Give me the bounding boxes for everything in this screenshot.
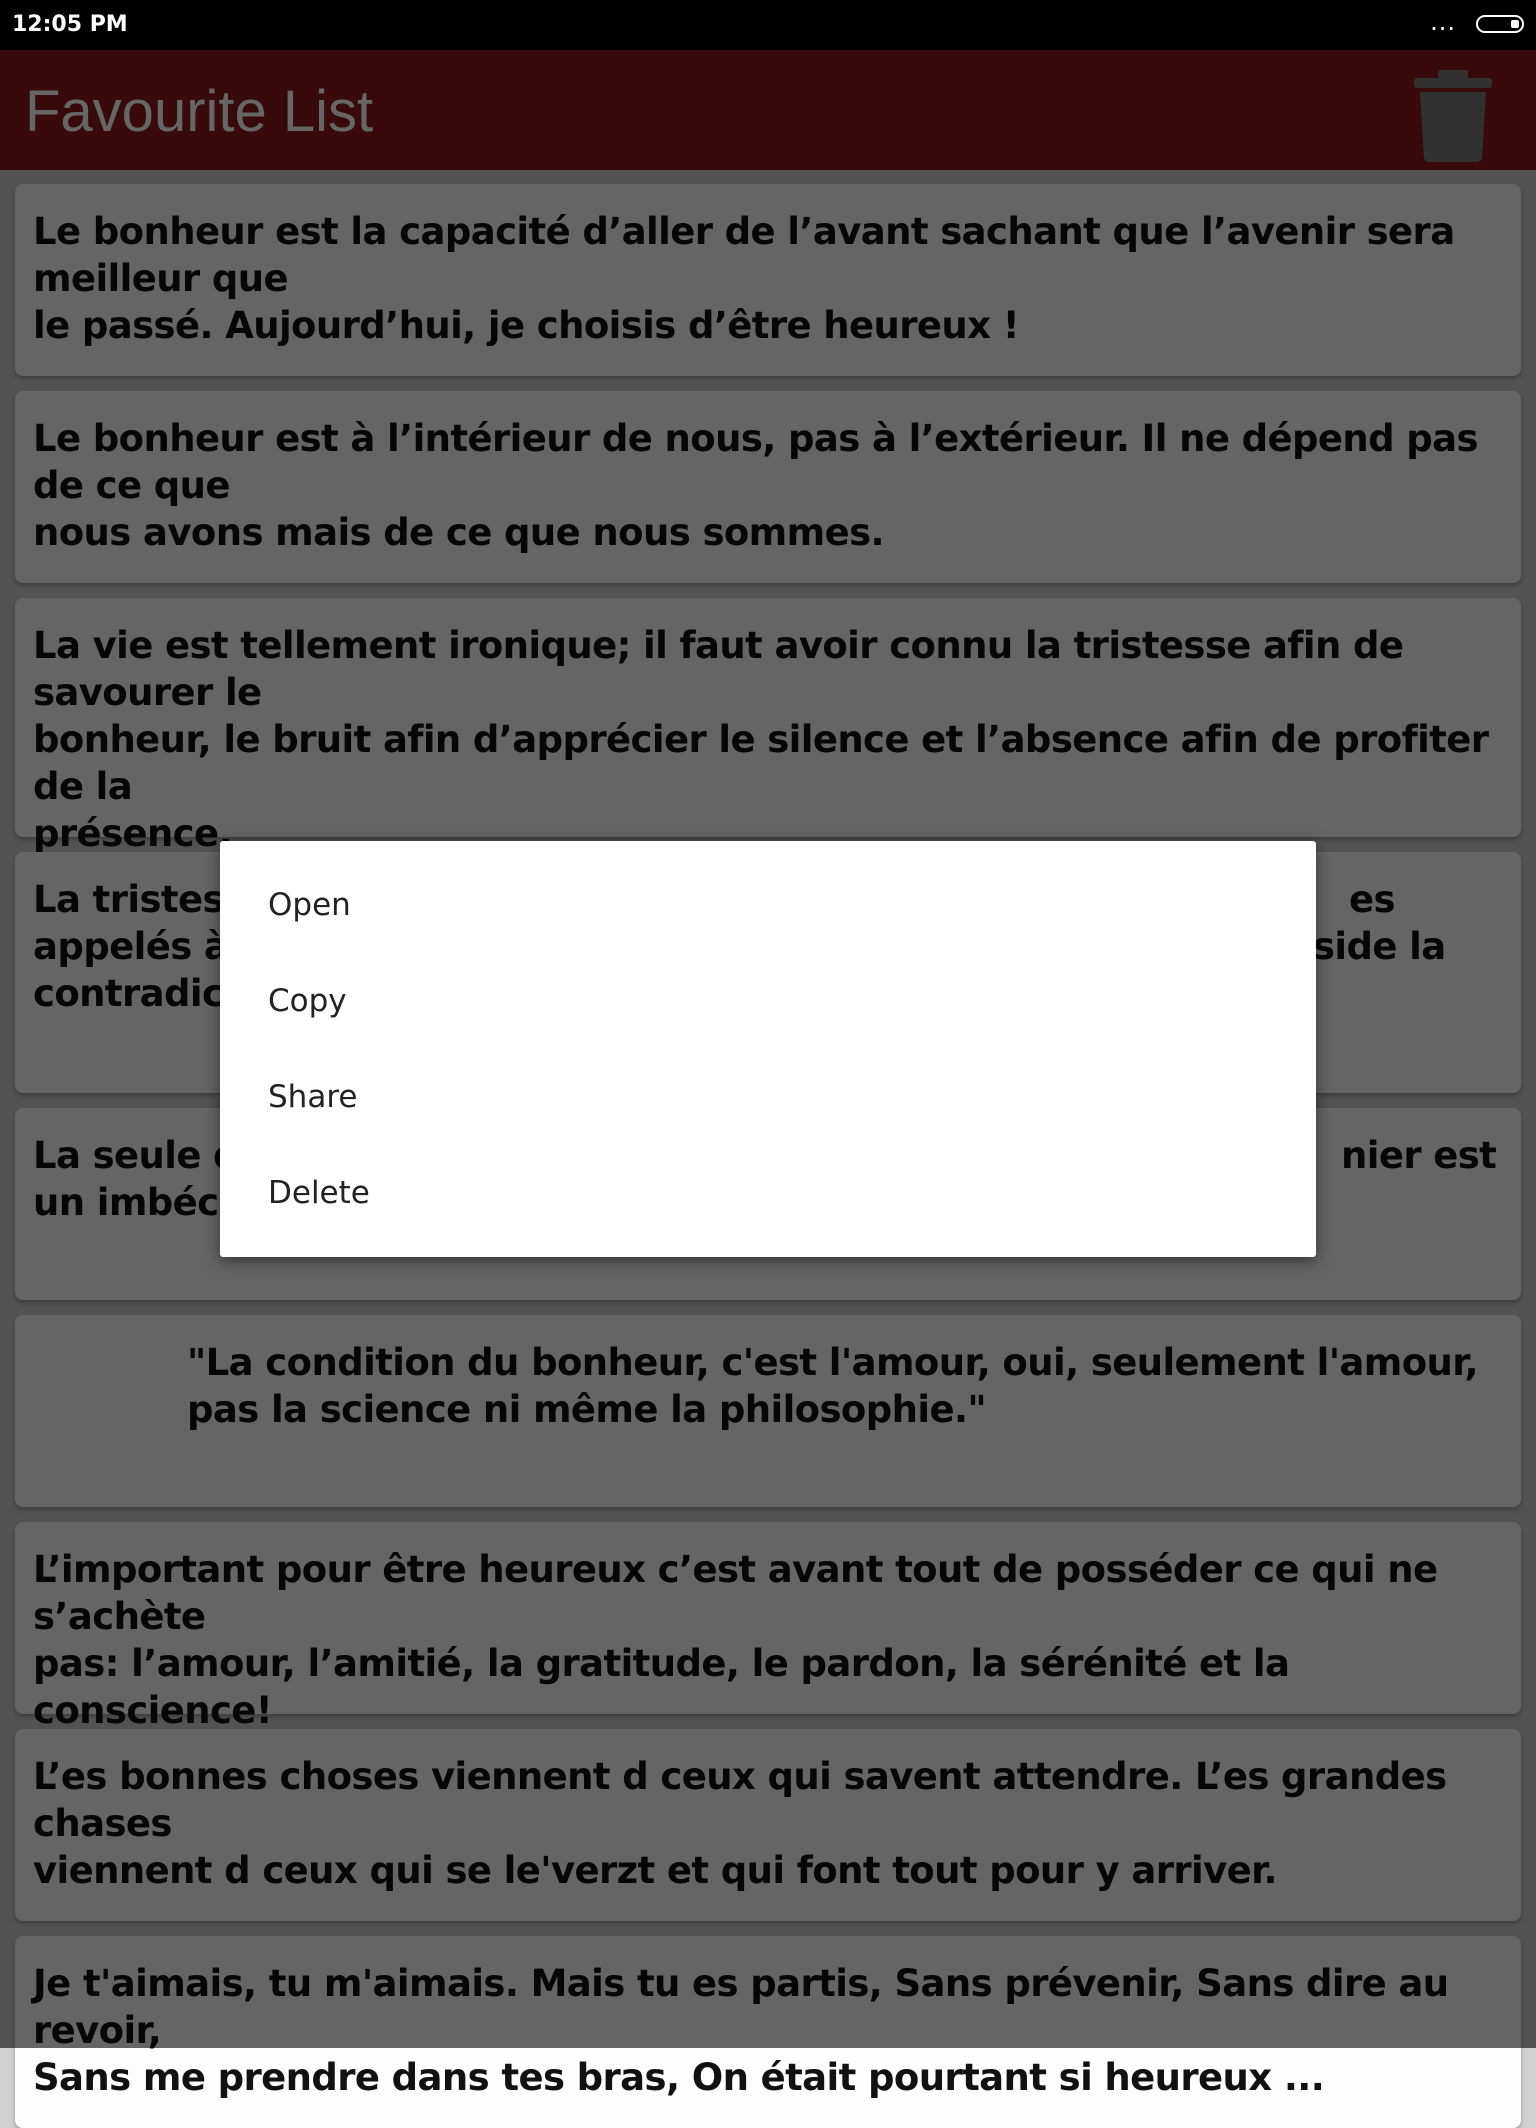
menu-item-delete[interactable]: Delete: [268, 1175, 370, 1211]
menu-item-share[interactable]: Share: [268, 1079, 358, 1115]
menu-item-copy[interactable]: Copy: [268, 983, 347, 1019]
menu-item-open[interactable]: Open: [268, 887, 351, 923]
context-menu-dialog: [220, 841, 1316, 1257]
status-time: 12:05 PM: [12, 12, 128, 37]
quote-text: Sans me prendre dans tes bras, On était pourtant si heureux ...: [33, 2056, 1325, 2099]
status-bar: [0, 0, 1536, 50]
status-dots: ...: [1430, 8, 1456, 36]
battery-icon: [1476, 15, 1524, 33]
